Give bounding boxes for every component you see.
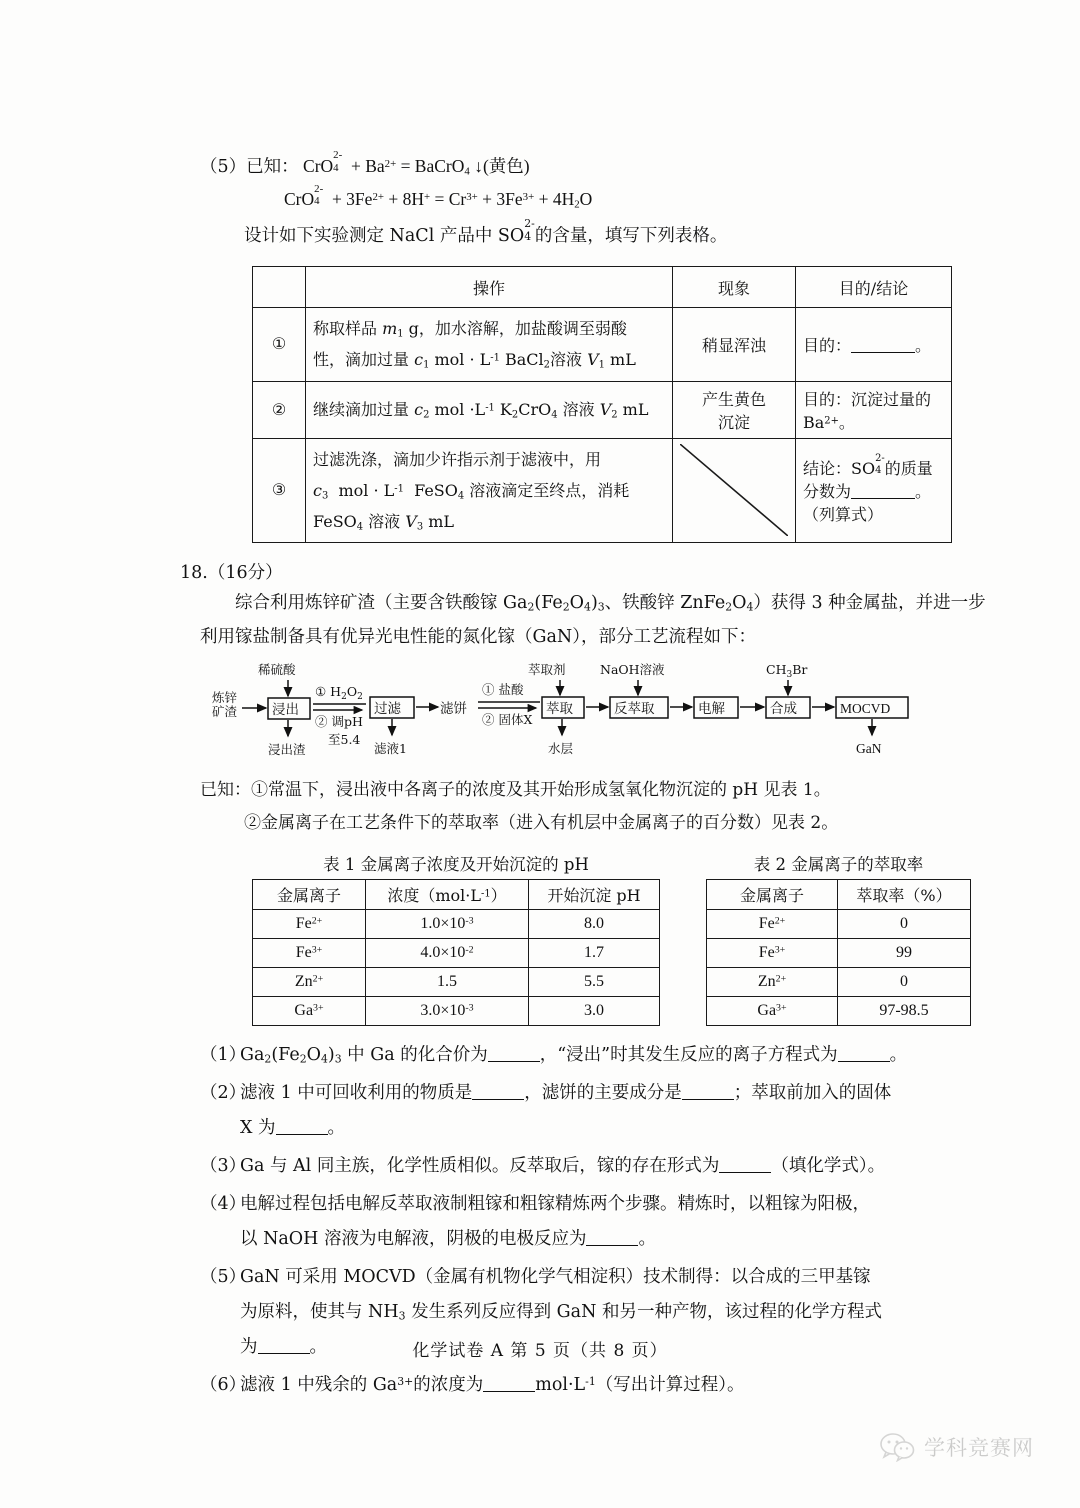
row-1-goal: 目的： 。 [796,308,952,381]
equation-2: CrO 2- 4 + $3Fe^{2+} + 8H^+ = Cr^{3+} + 3Fe^{3+} + 4H_2O$ [284,182,593,212]
flow-input-leach-top: 稀硫酸 [258,662,296,678]
subquestion-3 [200,1149,1000,1184]
flow-output-filtrate1: 滤液1 [374,741,407,757]
table-1-header-row [253,879,660,909]
table-row [707,967,971,996]
question-18-intro: 综合利用炼锌矿渣（主要含铁酸镓 $Ga_2(Fe_2O_4)_3$、铁酸锌 $ZnFe_2O_4$）获得 3 种金属盐，并进一步利用镓盐制备具有优异光电性能的氮化镓（GaN），部分工艺流程如下： [200,593,986,648]
question-18-number-line [180,559,1000,584]
page-footer: 化学试卷 A 第 5 页（共 8 页） [412,1341,668,1361]
answer-blank[interactable] [682,1081,734,1100]
t1-conc: 1.5 [366,967,529,996]
flow-box-leach: 浸出 [272,702,299,719]
t2-ion: $Fe^{2+}$ [707,909,838,938]
question-18-marks: （16分） [207,563,283,584]
subquestion-6 [200,1368,1000,1403]
flow-start-label-line1: 炼锌 [212,690,238,706]
flow-output-water-layer: 水层 [548,741,574,757]
answer-blank[interactable] [719,1154,771,1173]
table-header-row [253,267,952,308]
subquestion-5-text: GaN 可采用 MOCVD（金属有机物化学气相淀积）技术制得：以合成的三甲基镓 为原料，使其与 $NH_3$ 发生系列反应得到 GaN 和另一种产物，该过程的化学方程式 为 。 [240,1260,1000,1365]
header-goal: 目的/结论 [796,267,952,308]
subquestion-5-line1: GaN 可采用 MOCVD（金属有机物化学气相淀积）技术制得：以合成的三甲基镓 [240,1266,871,1287]
flow-input-naoh: NaOH溶液 [600,662,665,678]
question-5-header [200,150,1000,183]
subquestion-6-label: （6） [200,1374,247,1395]
table-1-metal-ion-concentration [252,879,660,1026]
table-2-caption: 表 2 金属离子的萃取率 [753,854,924,874]
question-5-block [200,150,1000,252]
known-line-1: 已知：①常温下，浸出液中各离子的浓度及其开始形成氢氧化物沉淀的 pH 见表 1。 [200,780,831,801]
table-1-wrapper [252,851,660,1026]
t1-header-ion: 金属离子 [253,879,366,909]
table-row [253,938,660,967]
row-2-operation: 继续滴加过量 $c_2$ mol $\cdot L^{-1}$ $K_2CrO_4$ 溶液 $V_2$ mL [306,381,673,438]
table-2-wrapper [706,851,971,1026]
row-2-phenomenon [673,381,796,438]
process-flow-diagram [210,660,1000,768]
answer-blank[interactable] [472,1081,524,1100]
subquestion-5-label: （5） [200,1266,247,1287]
answer-blank[interactable] [586,1227,638,1246]
question-5-lead-in: 设计如下实验测定 NaCl 产品中 SO 2- 4 的含量，填写下列表格。 [244,217,728,246]
t1-ph: 5.5 [529,967,660,996]
t2-header-rate: 萃取率（%） [838,879,971,909]
row-index-1: ① [253,308,306,381]
t2-rate: 99 [838,938,971,967]
flow-input-extractant: 萃取剂 [528,662,566,678]
table-2-header-row [707,879,971,909]
question-18-number: 18. [180,563,208,584]
table-1-caption: 表 1 金属离子浓度及开始沉淀的 pH [323,854,589,874]
row-3-goal: 结论：SO 2- 4 的质量 分数为 。 （列算式） [796,438,952,543]
table-row [707,938,971,967]
t2-header-ion: 金属离子 [707,879,838,909]
row-3-phenomenon-diagonal [673,438,796,543]
t1-ion: $Fe^{3+}$ [253,938,366,967]
flow-input-solid-x: ② 固体X [482,712,533,728]
t1-conc: $3.0\times 10^{-3}$ [366,996,529,1025]
subquestion-4 [200,1187,1000,1257]
answer-blank[interactable] [276,1116,328,1135]
flow-input-ph2: 至5.4 [328,732,361,748]
t1-header-ph: 开始沉淀 pH [529,879,660,909]
answer-blank[interactable] [851,336,915,353]
flow-box-extract: 萃取 [546,701,573,718]
table-row [253,308,952,381]
subquestion-2 [200,1076,1000,1146]
t2-ion: $Zn^{2+}$ [707,967,838,996]
flow-label-filter-cake: 滤饼 [440,701,467,718]
subquestion-3-text: Ga 与 Al 同主族，化学性质相似。反萃取后，镓的存在形式为 （填化学式）。 [240,1155,886,1176]
watermark-text: 学科竞赛网 [924,1436,1034,1460]
t1-conc: $4.0\times 10^{-2}$ [366,938,529,967]
row-3-operation: 过滤洗涤，滴加少许指示剂于滤液中，用 $c_3$ mol · $L^{-1}$ FeSO$_4$ 溶液滴定至终点，消耗 FeSO$_4$ 溶液 $V_3$ mL [306,438,673,543]
known-line-2: ②金属离子在工艺条件下的萃取率（进入有机层中金属离子的百分数）见表 2。 [244,813,839,834]
subquestion-1 [200,1038,1000,1073]
subquestion-1-text: $Ga_2(Fe_2O_4)_3$ 中 Ga 的化合价为 ，“浸出”时其发生反应的离子方程式为 。 [240,1044,908,1066]
t2-ion: $Ga^{3+}$ [707,996,838,1025]
table-row [253,967,660,996]
subquestion-4-label: （4） [200,1193,247,1214]
flow-start-label-line2: 矿渣 [212,704,238,720]
row-1-phenomenon: 稍显浑浊 [673,308,796,381]
row-index-2: ② [253,381,306,438]
table-row [253,438,952,543]
question-5-label: （5）已知： [200,157,299,177]
table-row [253,381,952,438]
t1-ion: $Ga^{3+}$ [253,996,366,1025]
t1-ph: 1.7 [529,938,660,967]
t2-rate: 0 [838,909,971,938]
flow-output-leach-residue: 浸出渣 [268,742,306,758]
answer-blank[interactable] [483,1373,535,1392]
row-2-phenomenon-l1: 产生黄色 [701,389,766,409]
header-operation: 操作 [306,267,673,308]
header-phenomenon: 现象 [673,267,796,308]
subquestion-2-text: 滤液 1 中可回收利用的物质是 ，滤饼的主要成分是 ；萃取前加入的固体 X 为 。 [240,1082,892,1138]
table-row [707,909,971,938]
answer-blank[interactable] [488,1043,540,1062]
flow-input-h2o2: ① $H_2O_2$ [315,684,363,703]
known-conditions [200,774,1000,840]
row-1-operation: 称取样品 $m_1$ g，加水溶解，加盐酸调至弱酸 性，滴加过量 $c_1$ mol · $L^{-1}$ BaCl$_2$溶液 $V_1$ mL [306,308,673,381]
site-watermark [880,1432,1034,1462]
t1-conc: $1.0\times 10^{-3}$ [366,909,529,938]
flow-box-filter: 过滤 [374,701,401,718]
subquestion-1-label: （1） [200,1044,247,1065]
flow-output-gan: GaN [856,741,882,757]
answer-blank[interactable] [851,482,915,499]
answer-blank[interactable] [838,1043,890,1062]
page-content [180,149,1000,1403]
table-row [253,996,660,1025]
t1-ph: 3.0 [529,996,660,1025]
flow-input-ph: ② 调pH [315,714,363,730]
subquestion-4-text: 电解过程包括电解反萃取液制粗镓和粗镓精炼两个步骤。精炼时，以粗镓为阳极， 以 NaOH 溶液为电解液，阴极的电极反应为 。 [240,1187,1000,1257]
table-2-extraction-rate [706,879,971,1026]
table-row [253,909,660,938]
flow-box-mocvd: MOCVD [840,701,891,717]
data-tables-row [252,851,1000,1026]
t2-rate: 0 [838,967,971,996]
experiment-table [252,266,952,543]
t1-ph: 8.0 [529,909,660,938]
header-index [253,267,306,308]
equation-1: CrO 2- 4 + $Ba^{2+}$ = BaCrO$_4$ ↓(黄色) [303,149,530,178]
subquestion-6-text: 滤液 1 中残余的 $Ga^{3+}$的浓度为 $mol\cdot L^{-1}$（写出计算过程）。 [240,1374,745,1395]
flow-box-synthesis: 合成 [770,701,797,718]
flow-box-electrolysis: 电解 [698,701,725,718]
flow-input-ch3br: $CH_3Br$ [766,662,808,681]
subquestion-2-label: （2） [200,1082,247,1103]
subquestion-4-line1: 电解过程包括电解反萃取液制粗镓和粗镓精炼两个步骤。精炼时，以粗镓为阳极， [240,1193,870,1214]
flow-box-back-extract: 反萃取 [614,701,655,718]
t2-rate: 97-98.5 [838,996,971,1025]
t2-ion: $Fe^{3+}$ [707,938,838,967]
row-2-goal: 目的：沉淀过量的 $Ba^{2+}$。 [796,381,952,438]
flow-input-hcl: ① 盐酸 [482,682,524,698]
row-2-goal-l1: 目的：沉淀过量的 [803,389,932,409]
t1-header-conc: 浓度$(mol\cdot L^{-1})$ [366,879,529,909]
row-index-3: ③ [253,438,306,543]
t1-ion: $Fe^{2+}$ [253,909,366,938]
row-2-phenomenon-l2: 沉淀 [717,412,750,432]
table-row [707,996,971,1025]
wechat-icon [880,1432,916,1462]
t1-ion: $Zn^{2+}$ [253,967,366,996]
subquestion-3-label: （3） [200,1155,247,1176]
